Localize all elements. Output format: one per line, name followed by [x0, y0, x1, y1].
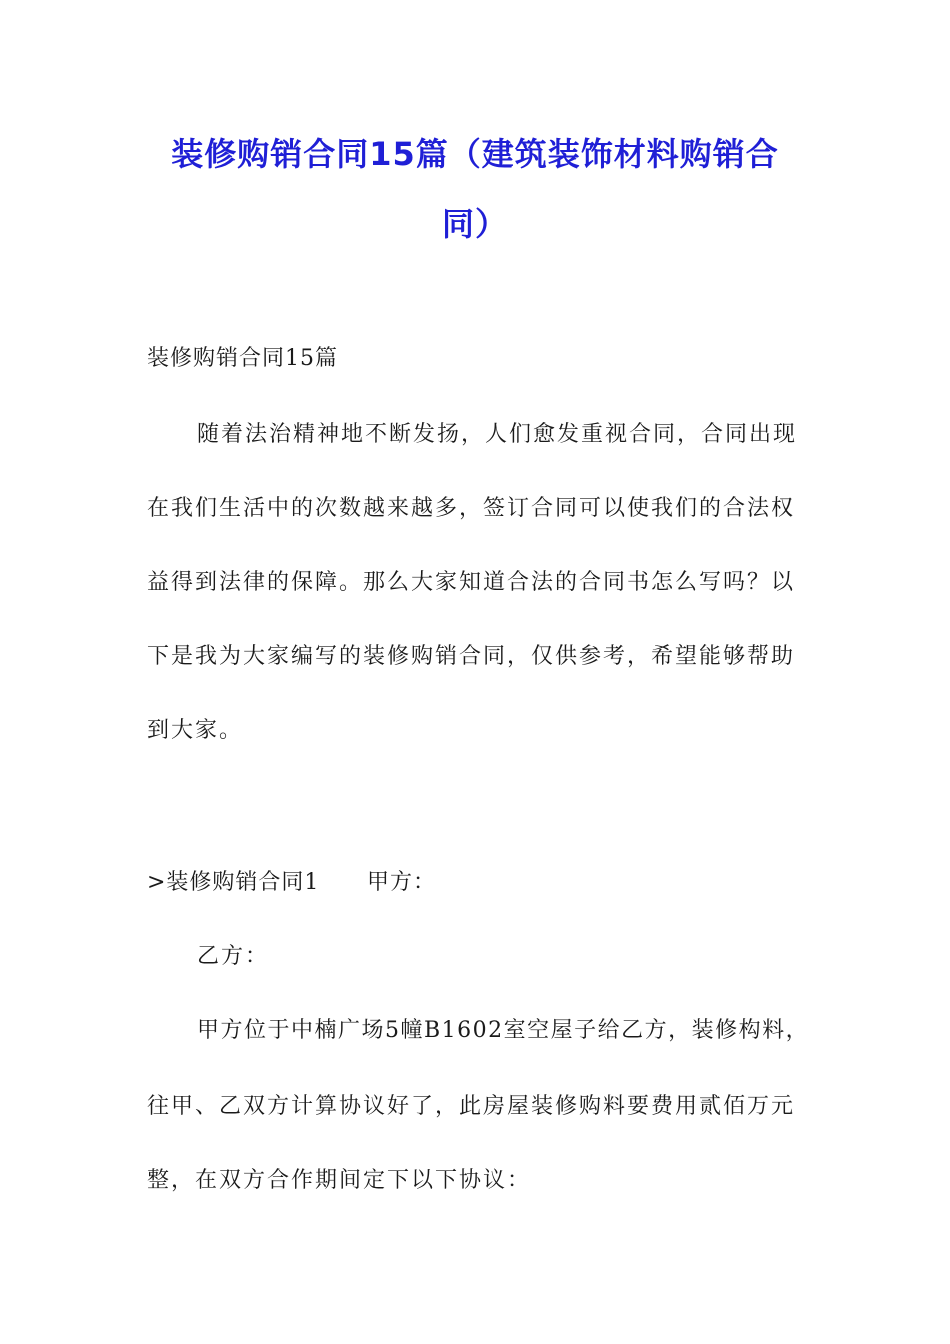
intro-line-2: 在我们生活中的次数越来越多，签订合同可以使我们的合法权 [147, 496, 796, 521]
section-body-line-3: 整，在双方合作期间定下以下协议： [147, 1168, 532, 1193]
section-heading: >装修购销合同1 [147, 870, 320, 895]
section-body-line-1: 甲方位于中楠广场5幢B1602室空屋子给乙方，装修构料， [197, 1018, 810, 1043]
document-title-line2: 同） [441, 205, 508, 243]
intro-line-4: 下是我为大家编写的装修购销合同，仅供参考，希望能够帮助 [147, 644, 796, 669]
intro-line-5: 到大家。 [147, 718, 244, 743]
intro-line-3: 益得到法律的保障。那么大家知道合法的合同书怎么写吗？以 [147, 570, 796, 595]
intro-line-1: 随着法治精神地不断发扬，人们愈发重视合同，合同出现 [197, 422, 798, 447]
party-b-label: 乙方： [197, 944, 270, 969]
document-title-line1: 装修购销合同15篇（建筑装饰材料购销合 [171, 135, 779, 173]
party-a-label: 甲方： [367, 870, 437, 895]
document-subtitle: 装修购销合同15篇 [147, 346, 338, 371]
section-body-line-2: 往甲、乙双方计算协议好了，此房屋装修购料要费用贰佰万元 [147, 1094, 796, 1119]
